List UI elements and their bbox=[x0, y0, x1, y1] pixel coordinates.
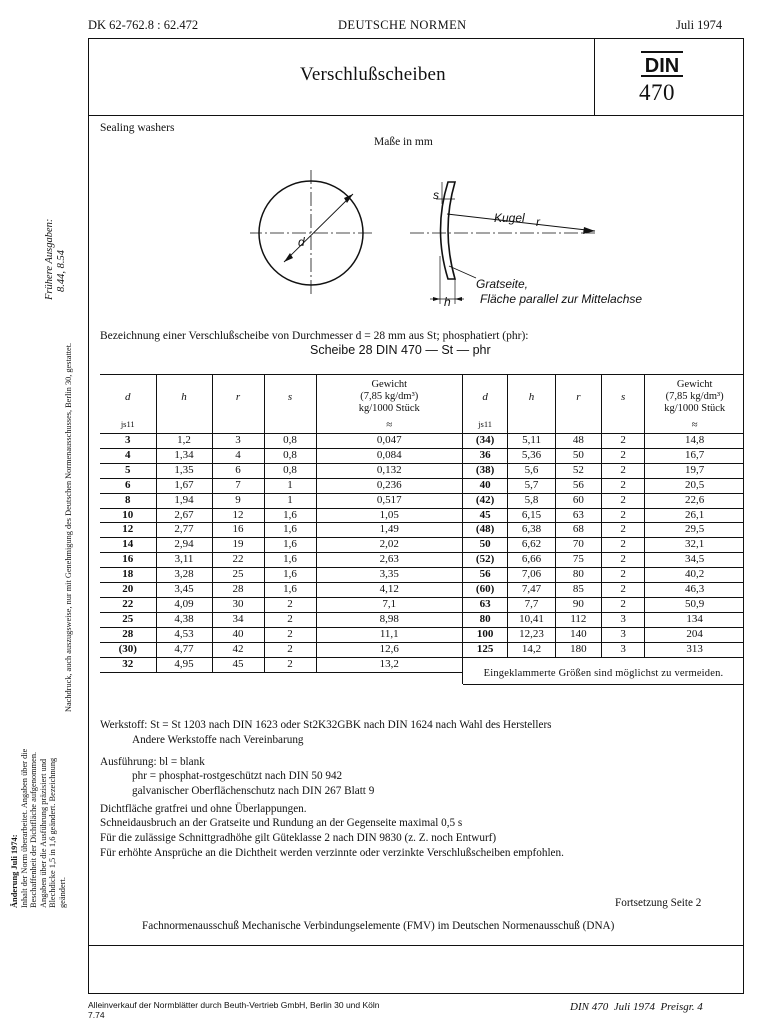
table-cell: 60 bbox=[555, 493, 601, 508]
table-cell: 6 bbox=[212, 463, 264, 478]
col-s: s bbox=[264, 375, 316, 419]
note-3: Für die zulässige Schnittgradhöhe gilt Güteklasse 2 nach DIN 9830 (z. Z. noch Entwurf) bbox=[100, 832, 497, 844]
committee-line: Fachnormenausschuß Mechanische Verbindungselemente (FMV) im Deutschen Normenausschuß (DNA) bbox=[142, 920, 615, 932]
table-row bbox=[100, 612, 462, 627]
ausfuehrung-line3: galvanischer Oberflächenschutz nach DIN 267 Blatt 9 bbox=[132, 785, 375, 797]
table-row bbox=[100, 583, 462, 598]
dimension-table-right bbox=[463, 375, 744, 658]
table-cell: 2 bbox=[601, 463, 645, 478]
din-logo-text: DIN bbox=[644, 55, 680, 77]
table-cell: 85 bbox=[555, 583, 601, 598]
table-cell: 6,38 bbox=[508, 523, 556, 538]
table-cell: 12 bbox=[212, 508, 264, 523]
english-title: Sealing washers bbox=[100, 122, 175, 134]
table-cell: 1,6 bbox=[264, 538, 316, 553]
table-cell: 40 bbox=[463, 478, 508, 493]
table-cell: 2 bbox=[601, 448, 645, 463]
table-cell: 5,11 bbox=[508, 434, 556, 449]
table-cell: 3,11 bbox=[156, 553, 212, 568]
table-row bbox=[100, 463, 462, 478]
table-cell: 5,36 bbox=[508, 448, 556, 463]
table-cell: 2 bbox=[264, 597, 316, 612]
table-cell: 32,1 bbox=[645, 538, 744, 553]
table-cell: 19 bbox=[212, 538, 264, 553]
table-cell: 0,132 bbox=[316, 463, 462, 478]
aenderung-line: Änderung Juli 1974: bbox=[10, 834, 19, 908]
table-cell: 12,6 bbox=[316, 642, 462, 657]
designation-example: Scheibe 28 DIN 470 — St — phr bbox=[310, 343, 491, 357]
table-cell: 12 bbox=[100, 523, 156, 538]
table-cell: 1,35 bbox=[156, 463, 212, 478]
table-cell: 30 bbox=[212, 597, 264, 612]
table-cell: 2 bbox=[601, 538, 645, 553]
table-cell: 40 bbox=[212, 627, 264, 642]
table-cell: 26,1 bbox=[645, 508, 744, 523]
table-cell: 1 bbox=[264, 493, 316, 508]
table-row bbox=[100, 538, 462, 553]
table-cell: 2 bbox=[601, 583, 645, 598]
table-cell: 75 bbox=[555, 553, 601, 568]
table-cell: 1,05 bbox=[316, 508, 462, 523]
table-cell: 2 bbox=[601, 597, 645, 612]
table-row bbox=[463, 627, 744, 642]
table-row bbox=[100, 597, 462, 612]
table-row bbox=[100, 493, 462, 508]
table-cell: 56 bbox=[555, 478, 601, 493]
table-cell: 9 bbox=[212, 493, 264, 508]
table-cell: (34) bbox=[463, 434, 508, 449]
col-approx: ≈ bbox=[645, 419, 744, 434]
table-cell: 1,6 bbox=[264, 523, 316, 538]
table-cell: 125 bbox=[463, 642, 508, 657]
table-cell: 0,8 bbox=[264, 434, 316, 449]
table-cell: 1,49 bbox=[316, 523, 462, 538]
table-cell: 6,66 bbox=[508, 553, 556, 568]
table-cell: 3 bbox=[100, 434, 156, 449]
table-cell: 29,5 bbox=[645, 523, 744, 538]
table-cell: 3 bbox=[212, 434, 264, 449]
table-cell: 0,236 bbox=[316, 478, 462, 493]
table-cell: 7,1 bbox=[316, 597, 462, 612]
table-cell: 313 bbox=[645, 642, 744, 657]
table-row bbox=[463, 478, 744, 493]
table-cell: 3,35 bbox=[316, 568, 462, 583]
label-gratseite: Gratseite, bbox=[476, 277, 529, 291]
table-cell: 32 bbox=[100, 657, 156, 672]
header-title: DEUTSCHE NORMEN bbox=[338, 18, 467, 32]
table-cell: 20 bbox=[100, 583, 156, 598]
table-cell: 5 bbox=[100, 463, 156, 478]
table-cell: 2 bbox=[264, 642, 316, 657]
table-cell: 45 bbox=[463, 508, 508, 523]
header-date: Juli 1974 bbox=[676, 18, 723, 32]
table-cell: 0,047 bbox=[316, 434, 462, 449]
table-cell: 22,6 bbox=[645, 493, 744, 508]
table-cell: 4 bbox=[100, 448, 156, 463]
table-cell: 204 bbox=[645, 627, 744, 642]
table-row bbox=[100, 568, 462, 583]
dk-number: DK 62-762.8 : 62.472 bbox=[88, 18, 199, 32]
table-cell: 25 bbox=[212, 568, 264, 583]
table-cell: 50 bbox=[555, 448, 601, 463]
table-cell: 50,9 bbox=[645, 597, 744, 612]
label-d: d bbox=[298, 235, 305, 249]
table-cell: 25 bbox=[100, 612, 156, 627]
table-cell: 52 bbox=[555, 463, 601, 478]
table-cell: (52) bbox=[463, 553, 508, 568]
washer-drawing bbox=[250, 170, 680, 312]
table-cell: 112 bbox=[555, 612, 601, 627]
table-cell: 46,3 bbox=[645, 583, 744, 598]
table-cell: 1,6 bbox=[264, 553, 316, 568]
aenderung-line: Blechdicke 1,5 in 1,6 geändert. Bezeichnung bbox=[48, 757, 58, 908]
table-row bbox=[100, 553, 462, 568]
table-cell: 7,7 bbox=[508, 597, 556, 612]
table-cell: 36 bbox=[463, 448, 508, 463]
table-cell: 2 bbox=[601, 568, 645, 583]
table-cell: 80 bbox=[463, 612, 508, 627]
aenderung-line: Angaben über die Ausführung präzisiert und bbox=[38, 758, 48, 908]
table-row bbox=[463, 597, 744, 612]
table-cell: 56 bbox=[463, 568, 508, 583]
note-2: Schneidausbruch an der Gratseite und Rundung an der Gegenseite maximal 0,5 s bbox=[100, 817, 463, 829]
table-cell: 40,2 bbox=[645, 568, 744, 583]
col-d: d bbox=[482, 391, 488, 403]
washer-side-view bbox=[441, 182, 456, 279]
table-cell: 3 bbox=[601, 612, 645, 627]
table-cell: 0,517 bbox=[316, 493, 462, 508]
table-cell: 1,2 bbox=[156, 434, 212, 449]
table-cell: 2 bbox=[601, 493, 645, 508]
table-cell: 90 bbox=[555, 597, 601, 612]
col-s: s bbox=[601, 375, 645, 419]
table-row bbox=[463, 538, 744, 553]
note-4: Für erhöhte Ansprüche an die Dichtheit werden verzinnte oder verzinkte Verschlußscheiben empfohlen. bbox=[100, 847, 564, 859]
table-cell: 22 bbox=[100, 597, 156, 612]
table-row bbox=[463, 463, 744, 478]
table-row bbox=[100, 627, 462, 642]
table-cell: 20,5 bbox=[645, 478, 744, 493]
label-h: h bbox=[444, 295, 451, 309]
table-row bbox=[100, 508, 462, 523]
table-row bbox=[100, 642, 462, 657]
table-cell: 2,94 bbox=[156, 538, 212, 553]
table-cell: 11,1 bbox=[316, 627, 462, 642]
table-cell: 22 bbox=[212, 553, 264, 568]
table-cell: 1 bbox=[264, 478, 316, 493]
table-row bbox=[463, 508, 744, 523]
continuation-note: Fortsetzung Seite 2 bbox=[615, 897, 702, 909]
units-note: Maße in mm bbox=[374, 136, 433, 148]
table-row bbox=[100, 657, 462, 672]
table-cell: 1,6 bbox=[264, 508, 316, 523]
table-row bbox=[100, 523, 462, 538]
table-cell: 2 bbox=[264, 657, 316, 672]
table-cell: 100 bbox=[463, 627, 508, 642]
table-cell: 7 bbox=[212, 478, 264, 493]
aenderung-note bbox=[10, 749, 68, 908]
aenderung-line: Inhalt der Norm überarbeitet. Angaben über die bbox=[19, 748, 29, 908]
table-cell: 68 bbox=[555, 523, 601, 538]
ausfuehrung-line2: phr = phosphat-rostgeschützt nach DIN 50 942 bbox=[132, 770, 343, 782]
table-cell: 6 bbox=[100, 478, 156, 493]
col-r: r bbox=[212, 375, 264, 419]
table-cell: 140 bbox=[555, 627, 601, 642]
fruehere-ausgaben: Frühere Ausgaben: 8.44, 8.54 bbox=[44, 218, 67, 300]
table-cell: 4,09 bbox=[156, 597, 212, 612]
table-cell: 19,7 bbox=[645, 463, 744, 478]
table-cell: (48) bbox=[463, 523, 508, 538]
table-row bbox=[463, 523, 744, 538]
footer-edition: 7.74 bbox=[88, 1010, 105, 1020]
table-cell: 42 bbox=[212, 642, 264, 657]
table-cell: 63 bbox=[463, 597, 508, 612]
note-1: Dichtfläche gratfrei und ohne Überlappungen. bbox=[100, 803, 307, 815]
table-cell: 28 bbox=[100, 627, 156, 642]
table-cell: (60) bbox=[463, 583, 508, 598]
table-cell: 0,8 bbox=[264, 448, 316, 463]
table-cell: 1,6 bbox=[264, 583, 316, 598]
table-cell: 63 bbox=[555, 508, 601, 523]
table-cell: 2,77 bbox=[156, 523, 212, 538]
designation-text: Bezeichnung einer Verschlußscheibe von Durchmesser d = 28 mm aus St; phosphatiert (phr): bbox=[100, 330, 529, 342]
table-cell: (38) bbox=[463, 463, 508, 478]
col-approx: ≈ bbox=[316, 419, 462, 434]
table-row bbox=[463, 553, 744, 568]
table-cell: 7,47 bbox=[508, 583, 556, 598]
table-cell: 48 bbox=[555, 434, 601, 449]
table-cell: 80 bbox=[555, 568, 601, 583]
table-cell: 134 bbox=[645, 612, 744, 627]
col-d-tol: js11 bbox=[120, 419, 135, 429]
table-row bbox=[463, 583, 744, 598]
table-cell: 0,084 bbox=[316, 448, 462, 463]
table-cell: 4,77 bbox=[156, 642, 212, 657]
table-cell: 10 bbox=[100, 508, 156, 523]
table-row bbox=[463, 568, 744, 583]
table-cell: 3 bbox=[601, 642, 645, 657]
table-cell: 16,7 bbox=[645, 448, 744, 463]
table-cell: 4 bbox=[212, 448, 264, 463]
table-cell: 0,8 bbox=[264, 463, 316, 478]
table-cell: 2,67 bbox=[156, 508, 212, 523]
aenderung-line: geändert. bbox=[57, 877, 67, 908]
table-cell: 4,38 bbox=[156, 612, 212, 627]
table-cell: (42) bbox=[463, 493, 508, 508]
table-cell: 1,34 bbox=[156, 448, 212, 463]
table-row bbox=[100, 448, 462, 463]
col-h: h bbox=[156, 375, 212, 419]
table-row bbox=[463, 642, 744, 657]
table-row bbox=[100, 434, 462, 449]
table-cell: 180 bbox=[555, 642, 601, 657]
table-cell: 6,15 bbox=[508, 508, 556, 523]
table-cell: 5,8 bbox=[508, 493, 556, 508]
label-kugel: Kugel bbox=[494, 211, 525, 225]
table-cell: 16 bbox=[212, 523, 264, 538]
label-s: s bbox=[433, 188, 439, 202]
table-cell: 3,45 bbox=[156, 583, 212, 598]
table-cell: 10,41 bbox=[508, 612, 556, 627]
table-row bbox=[463, 434, 744, 449]
table-cell: 14,2 bbox=[508, 642, 556, 657]
col-d: d bbox=[125, 391, 131, 403]
table-cell: 14 bbox=[100, 538, 156, 553]
table-row bbox=[463, 612, 744, 627]
table-row bbox=[463, 448, 744, 463]
table-cell: 4,53 bbox=[156, 627, 212, 642]
table-cell: 3,28 bbox=[156, 568, 212, 583]
table-cell: 2,63 bbox=[316, 553, 462, 568]
ausfuehrung-line1: Ausführung: bl = blank bbox=[100, 756, 205, 768]
table-cell: 7,06 bbox=[508, 568, 556, 583]
werkstoff-line2: Andere Werkstoffe nach Vereinbarung bbox=[132, 734, 304, 746]
table-cell: 2 bbox=[601, 508, 645, 523]
din-logo-icon bbox=[640, 51, 684, 77]
table-cell: 16 bbox=[100, 553, 156, 568]
table-cell: 28 bbox=[212, 583, 264, 598]
nachdruck-note: Nachdruck, auch auszugsweise, nur mit Genehmigung des Deutschen Normenausschusses, Berlin 30, gestattet. bbox=[64, 342, 73, 712]
table-cell: (30) bbox=[100, 642, 156, 657]
table-cell: 18 bbox=[100, 568, 156, 583]
aenderung-line: Beschaffenheit der Dichtfläche aufgenommen. bbox=[29, 751, 39, 908]
table-cell: 70 bbox=[555, 538, 601, 553]
col-gewicht: Gewicht (7,85 kg/dm³) kg/1000 Stück bbox=[645, 375, 744, 419]
table-cell: 5,6 bbox=[508, 463, 556, 478]
table-cell: 2 bbox=[601, 478, 645, 493]
footer-din-ref: DIN 470 Juli 1974 Preisgr. 4 bbox=[570, 1001, 703, 1013]
table-cell: 5,7 bbox=[508, 478, 556, 493]
table-row bbox=[100, 478, 462, 493]
table-cell: 4,95 bbox=[156, 657, 212, 672]
label-r: r bbox=[536, 215, 540, 229]
footer-publisher: Alleinverkauf der Normblätter durch Beuth-Vertrieb GmbH, Berlin 30 und Köln bbox=[88, 1000, 380, 1010]
table-cell: 14,8 bbox=[645, 434, 744, 449]
table-cell: 50 bbox=[463, 538, 508, 553]
table-cell: 2 bbox=[601, 523, 645, 538]
table-cell: 4,12 bbox=[316, 583, 462, 598]
table-note: Eingeklammerte Größen sind möglichst zu vermeiden. bbox=[483, 668, 724, 679]
dimension-table-left bbox=[100, 375, 462, 673]
table-cell: 2 bbox=[601, 553, 645, 568]
table-cell: 34,5 bbox=[645, 553, 744, 568]
table-cell: 8,98 bbox=[316, 612, 462, 627]
col-h: h bbox=[508, 375, 556, 419]
din-number: 470 bbox=[639, 80, 675, 105]
table-cell: 6,62 bbox=[508, 538, 556, 553]
din-box-divider bbox=[594, 38, 595, 115]
table-cell: 2 bbox=[264, 612, 316, 627]
table-cell: 2 bbox=[601, 434, 645, 449]
table-row bbox=[463, 493, 744, 508]
table-cell: 12,23 bbox=[508, 627, 556, 642]
col-r: r bbox=[555, 375, 601, 419]
table-cell: 13,2 bbox=[316, 657, 462, 672]
table-cell: 2 bbox=[264, 627, 316, 642]
table-cell: 3 bbox=[601, 627, 645, 642]
title-divider bbox=[88, 115, 744, 116]
table-cell: 8 bbox=[100, 493, 156, 508]
table-cell: 2,02 bbox=[316, 538, 462, 553]
footer-divider bbox=[88, 945, 744, 946]
werkstoff-line1: Werkstoff: St = St 1203 nach DIN 1623 oder St2K32GBK nach DIN 1624 nach Wahl des Herstellers bbox=[100, 719, 552, 731]
table-cell: 1,6 bbox=[264, 568, 316, 583]
page-title: Verschlußscheiben bbox=[300, 64, 446, 85]
col-d-tol: js11 bbox=[478, 419, 493, 429]
table-cell: 1,67 bbox=[156, 478, 212, 493]
table-cell: 1,94 bbox=[156, 493, 212, 508]
table-cell: 45 bbox=[212, 657, 264, 672]
table-cell: 34 bbox=[212, 612, 264, 627]
label-flaeche: Fläche parallel zur Mittelachse bbox=[480, 292, 643, 306]
col-gewicht: Gewicht (7,85 kg/dm³) kg/1000 Stück bbox=[316, 375, 462, 419]
